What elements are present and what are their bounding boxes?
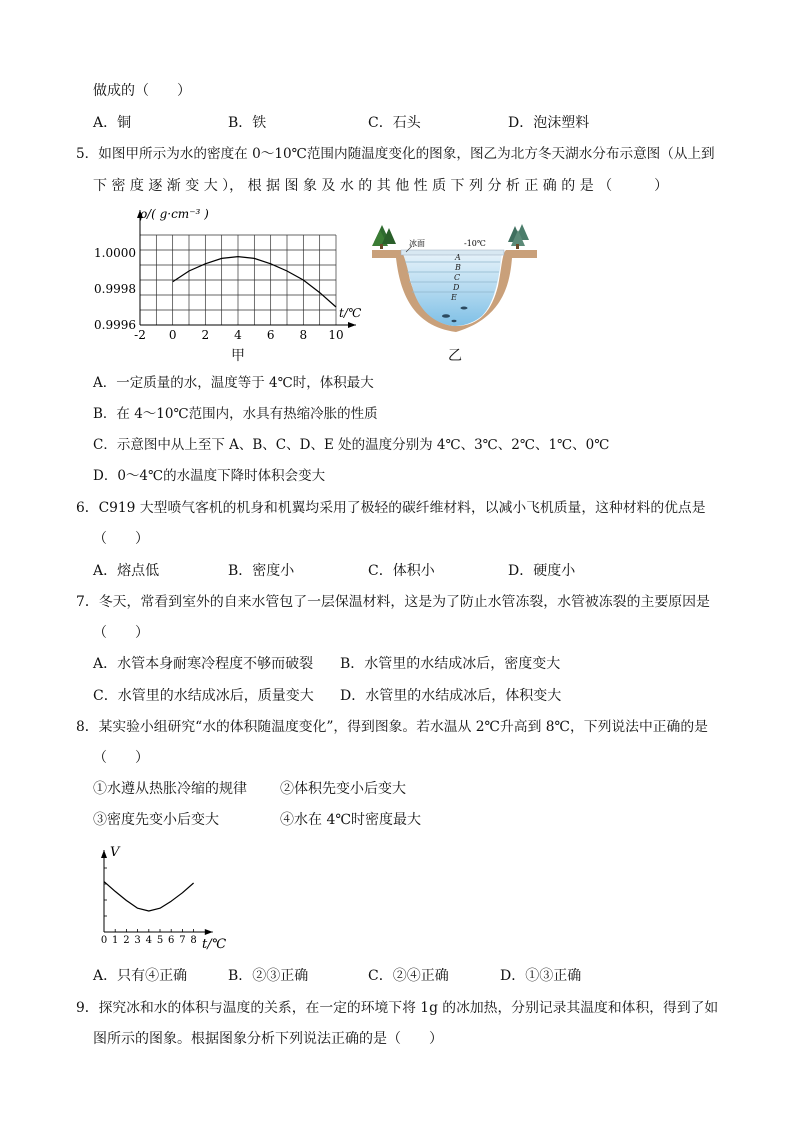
lake-temp-label: -10℃ — [464, 239, 486, 248]
q6-option-c: C．体积小 — [368, 563, 435, 579]
q5-option-a: A．一定质量的水，温度等于 4℃时，体积最大 — [93, 375, 374, 391]
x-tick-label: 6 — [168, 935, 175, 946]
x-tick-label: 10 — [328, 328, 344, 342]
tree-right-icon — [508, 224, 529, 249]
q8-option-a: A．只有④正确 — [93, 968, 188, 984]
q8-option-b: B．②③正确 — [228, 968, 309, 984]
q7-option-b: B．水管里的水结成冰后，密度变大 — [340, 656, 561, 672]
q6-stem-line1: 6．C919 大型喷气客机的机身和机翼均采用了极轻的碳纤维材料，以减小飞机质量，这种材料的优点是 — [76, 500, 706, 516]
layer-b-label: B — [455, 263, 461, 272]
density-xlabel: t/℃ — [339, 306, 362, 320]
q5-option-d: D．0～4℃的水温度下降时体积会变大 — [93, 468, 326, 484]
q4-option-b: B．铁 — [228, 115, 267, 131]
x-tick-label: -2 — [134, 328, 146, 342]
ice-label: 冰面 — [409, 239, 425, 248]
q5-stem-line1: 5．如图甲所示为水的密度在 0～10℃范围内随温度变化的图象，图乙为北方冬天湖水分布示意图（从上到 — [76, 146, 715, 162]
q8-stem-line2: （ ） — [93, 750, 149, 766]
x-tick-label: 2 — [201, 328, 210, 342]
x-tick-label: 1 — [112, 935, 119, 946]
volume-ylabel: V — [110, 845, 120, 860]
q7-stem-line1: 7．冬天，常看到室外的自来水管包了一层保温材料，这是为了防止水管冻裂，水管被冻裂的主要原因是 — [76, 594, 710, 610]
q8-statement-2: ②体积先变小后变大 — [280, 781, 406, 797]
q7-option-d: D．水管里的水结成冰后，体积变大 — [340, 688, 562, 704]
volume-xlabel: t/℃ — [202, 937, 227, 952]
x-tick-label: 7 — [179, 935, 186, 946]
x-tick-label: 6 — [266, 328, 275, 342]
y-tick-label: 0.9996 — [94, 318, 136, 332]
x-tick-label: 0 — [168, 328, 177, 342]
q7-stem-line2: （ ） — [93, 625, 149, 641]
q4-option-c: C．石头 — [368, 115, 421, 131]
layer-e-label: E — [451, 293, 457, 302]
density-ylabel: ρ/( g·cm⁻³ ) — [140, 207, 209, 221]
fig-yi-caption: 乙 — [448, 348, 462, 364]
q4-option-d: D．泡沫塑料 — [508, 115, 590, 131]
q6-stem-line2: （ ） — [93, 531, 149, 547]
q9-stem-line1: 9．探究冰和水的体积与温度的关系，在一定的环境下将 1g 的冰加热，分别记录其温度和体积，得到了如 — [76, 1000, 719, 1016]
q5-stem-line2: 下 密 度 逐 渐 变 大 ）， 根 据 图 象 及 水 的 其 他 性 质 下 列 分 析 正 确 的 是 （ ） — [93, 178, 669, 194]
lake-diagram — [372, 222, 537, 334]
x-tick-label: 5 — [156, 935, 164, 946]
q5-option-c: C．示意图中从上至下 A、B、C、D、E 处的温度分别为 4℃、3℃、2℃、1℃、0℃ — [93, 437, 610, 453]
q6-option-d: D．硬度小 — [508, 563, 576, 579]
x-tick-label: 3 — [134, 935, 141, 946]
x-tick-label: 4 — [234, 328, 242, 342]
density-chart — [88, 202, 368, 347]
q6-option-b: B．密度小 — [228, 563, 295, 579]
q8-statement-1: ①水遵从热胀冷缩的规律 — [93, 781, 247, 797]
x-tick-label: 0 — [100, 935, 108, 946]
y-axis-arrow — [101, 850, 107, 858]
volume-curve — [104, 882, 194, 911]
density-grid — [140, 235, 336, 325]
volume-chart — [94, 842, 234, 954]
ice-layer — [401, 250, 504, 255]
q8-option-d: D．①③正确 — [500, 968, 582, 984]
q8-statement-3: ③密度先变小后变大 — [93, 812, 219, 828]
q8-statement-4: ④水在 4℃时密度最大 — [280, 812, 422, 828]
q6-option-a: A．熔点低 — [93, 563, 160, 579]
q8-stem-line1: 8．某实验小组研究“水的体积随温度变化”，得到图象。若水温从 2℃升高到 8℃，下列说法中正确的是 — [76, 719, 708, 735]
tree-left-icon — [372, 225, 396, 249]
q7-option-a: A．水管本身耐寒冷程度不够而破裂 — [93, 656, 314, 672]
x-axis-arrow — [205, 929, 213, 935]
x-tick-label: 2 — [123, 935, 130, 946]
y-tick-label: 0.9998 — [94, 282, 136, 296]
q4-option-a: A．铜 — [93, 115, 132, 131]
y-tick-label: 1.0000 — [94, 246, 136, 260]
layer-a-label: A — [455, 253, 461, 262]
q9-stem-line2: 图所示的图象。根据图象分析下列说法正确的是（ ） — [93, 1031, 443, 1047]
q7-option-c: C．水管里的水结成冰后，质量变大 — [93, 688, 314, 704]
x-tick-label: 8 — [190, 935, 197, 946]
x-tick-label: 4 — [145, 935, 152, 946]
x-tick-label: 8 — [299, 328, 308, 342]
x-axis-arrow — [348, 322, 356, 328]
q8-option-c: C．②④正确 — [368, 968, 449, 984]
layer-d-label: D — [453, 283, 460, 292]
q5-option-b: B．在 4～10℃范围内，水具有热缩冷胀的性质 — [93, 406, 378, 422]
q4-tail: 做成的（ ） — [93, 83, 191, 99]
fig-jia-caption: 甲 — [231, 348, 245, 364]
layer-c-label: C — [454, 273, 461, 282]
